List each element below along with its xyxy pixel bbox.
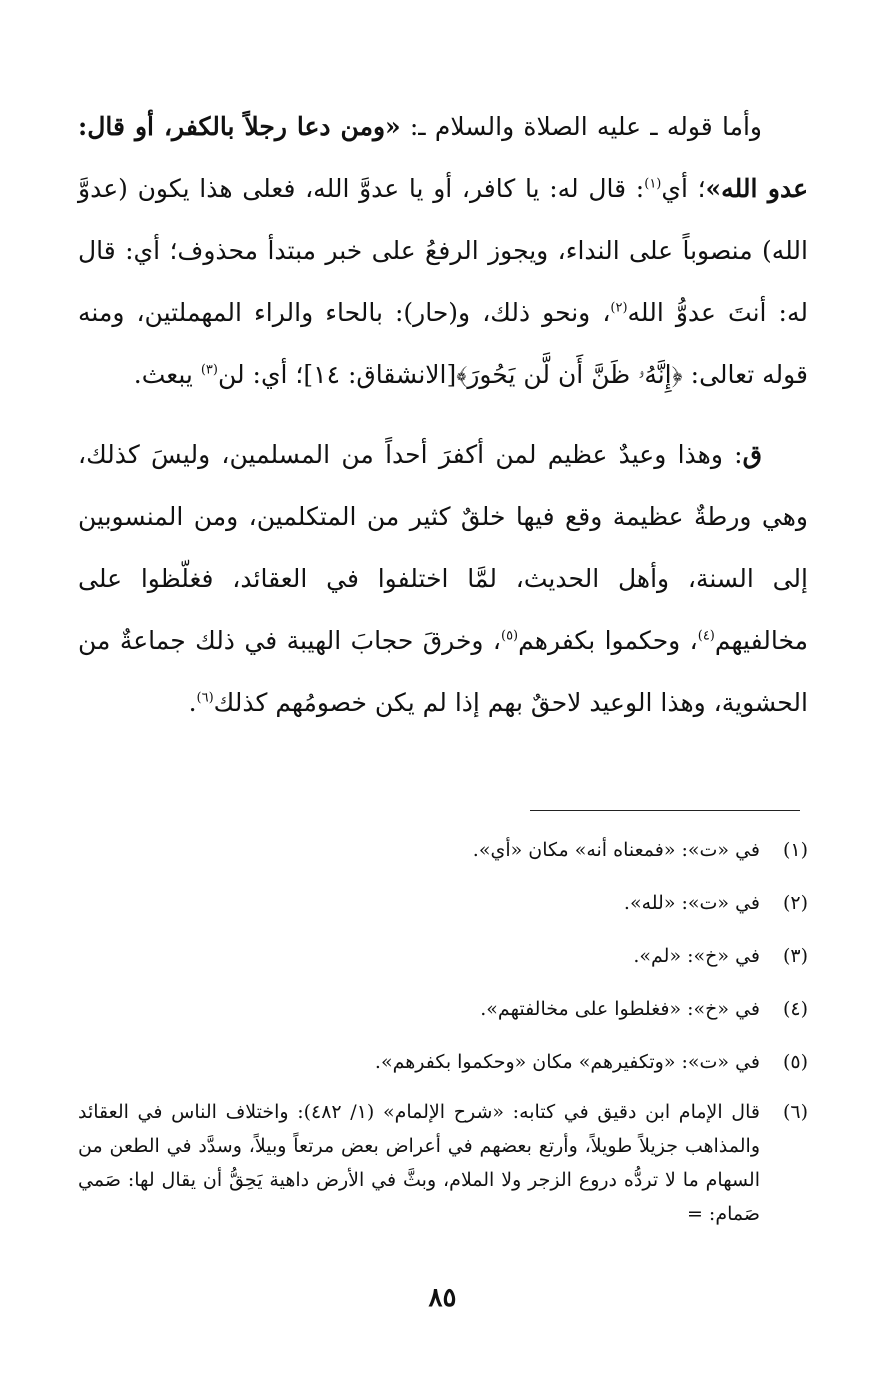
footnote-text: في «ت»: «فمعناه أنه» مكان «أي». [472, 839, 760, 861]
footnote-number: (٢) [782, 892, 808, 914]
hadith-quote: «ومن دعا رجلاً بالكفر، أو قال: عدو الله» [78, 112, 808, 203]
paragraph-1 [78, 96, 808, 406]
paragraph-2 [78, 424, 808, 734]
footnote-3 [78, 936, 808, 976]
footnote-text: قال الإمام ابن دقيق في كتابه: «شرح الإلمام» (١/ ٤٨٢): واختلاف الناس في العقائد والمذاهب جزيلاً طويلاً، وأرتع بعضهم في أعراض بعض مرتعاً وبيلاً، وسدَّد في الطعن من السهام ما لا تردُّه دروع الزجر ولا الملام، وبثَّ في الأرض داهية يَحِقُّ أن يقال لها: صَمي صَمام: = [78, 1101, 760, 1225]
text-run: ، ونحو ذلك، و(حار): بالحاء والراء المهملتين، ومنه قوله تعالى: ﴿إِنَّهُۥ ظَنَّ أَن لَّن يَحُورَ﴾[الانشقاق: ١٤]؛ أي: لن [78, 298, 808, 389]
page-number: ٨٥ [428, 1283, 457, 1313]
footnote-ref-4[interactable]: (٤) [697, 628, 715, 644]
text-run: ، وخرقَ حجابَ الهيبة في ذلك جماعةٌ من الحشوية، وهذا الوعيد لاحقٌ بهم إذا لم يكن خصومُهم كذلك [78, 626, 808, 717]
footnote-ref-3[interactable]: (٣) [200, 362, 218, 378]
footnote-number: (٣) [782, 945, 808, 967]
text-run: وأما قوله ـ عليه الصلاة والسلام ـ: [400, 112, 762, 141]
footnote-ref-1[interactable]: (١) [644, 176, 662, 192]
footnote-number: (٤) [782, 998, 808, 1020]
footnote-text: في «خ»: «لم». [633, 945, 760, 967]
footnote-divider [530, 810, 800, 811]
footnote-5 [78, 1042, 808, 1082]
footnote-1 [78, 830, 808, 870]
footnote-4 [78, 989, 808, 1029]
main-text [78, 96, 808, 734]
footnote-ref-2[interactable]: (٢) [610, 300, 628, 316]
footnote-number: (١) [782, 839, 808, 861]
footnote-text: في «ت»: «وتكفيرهم» مكان «وحكموا بكفرهم». [374, 1051, 760, 1073]
text-run: . [188, 688, 197, 717]
footnotes [78, 830, 808, 1231]
footnote-2 [78, 883, 808, 923]
footnote-text: في «ت»: «لله». [623, 892, 760, 914]
footnote-number: (٦) [782, 1101, 808, 1123]
text-run: يبعث. [133, 360, 201, 389]
text-run: : وهذا وعيدٌ عظيم لمن أكفرَ أحداً من المسلمين، وليسَ كذلك، وهي ورطةٌ عظيمة وقع فيها خلقٌ كثير من المتكلمين، ومن المنسوبين إلى السنة، وأهل الحديث، لمَّا اختلفوا في العقائد، فغلّظوا على مخالفيهم [78, 440, 808, 655]
footnote-number: (٥) [782, 1051, 808, 1073]
text-run: ، وحكموا بكفرهم [518, 626, 698, 655]
text-run: ؛ أي [661, 174, 706, 203]
commentary-label: ق [742, 440, 762, 469]
footnote-text: في «خ»: «فغلطوا على مخالفتهم». [480, 998, 760, 1020]
footnote-ref-6[interactable]: (٦) [196, 690, 214, 706]
footnote-ref-5[interactable]: (٥) [500, 628, 519, 644]
footnote-6 [78, 1095, 808, 1231]
text-run: : قال له: يا كافر، أو يا عدوَّ الله، فعلى هذا يكون (عدوَّ الله) منصوباً على النداء، ويجوز الرفعُ على خبر مبتدأ محذوف؛ أي: قال له: أنتَ عدوُّ الله [78, 174, 808, 327]
